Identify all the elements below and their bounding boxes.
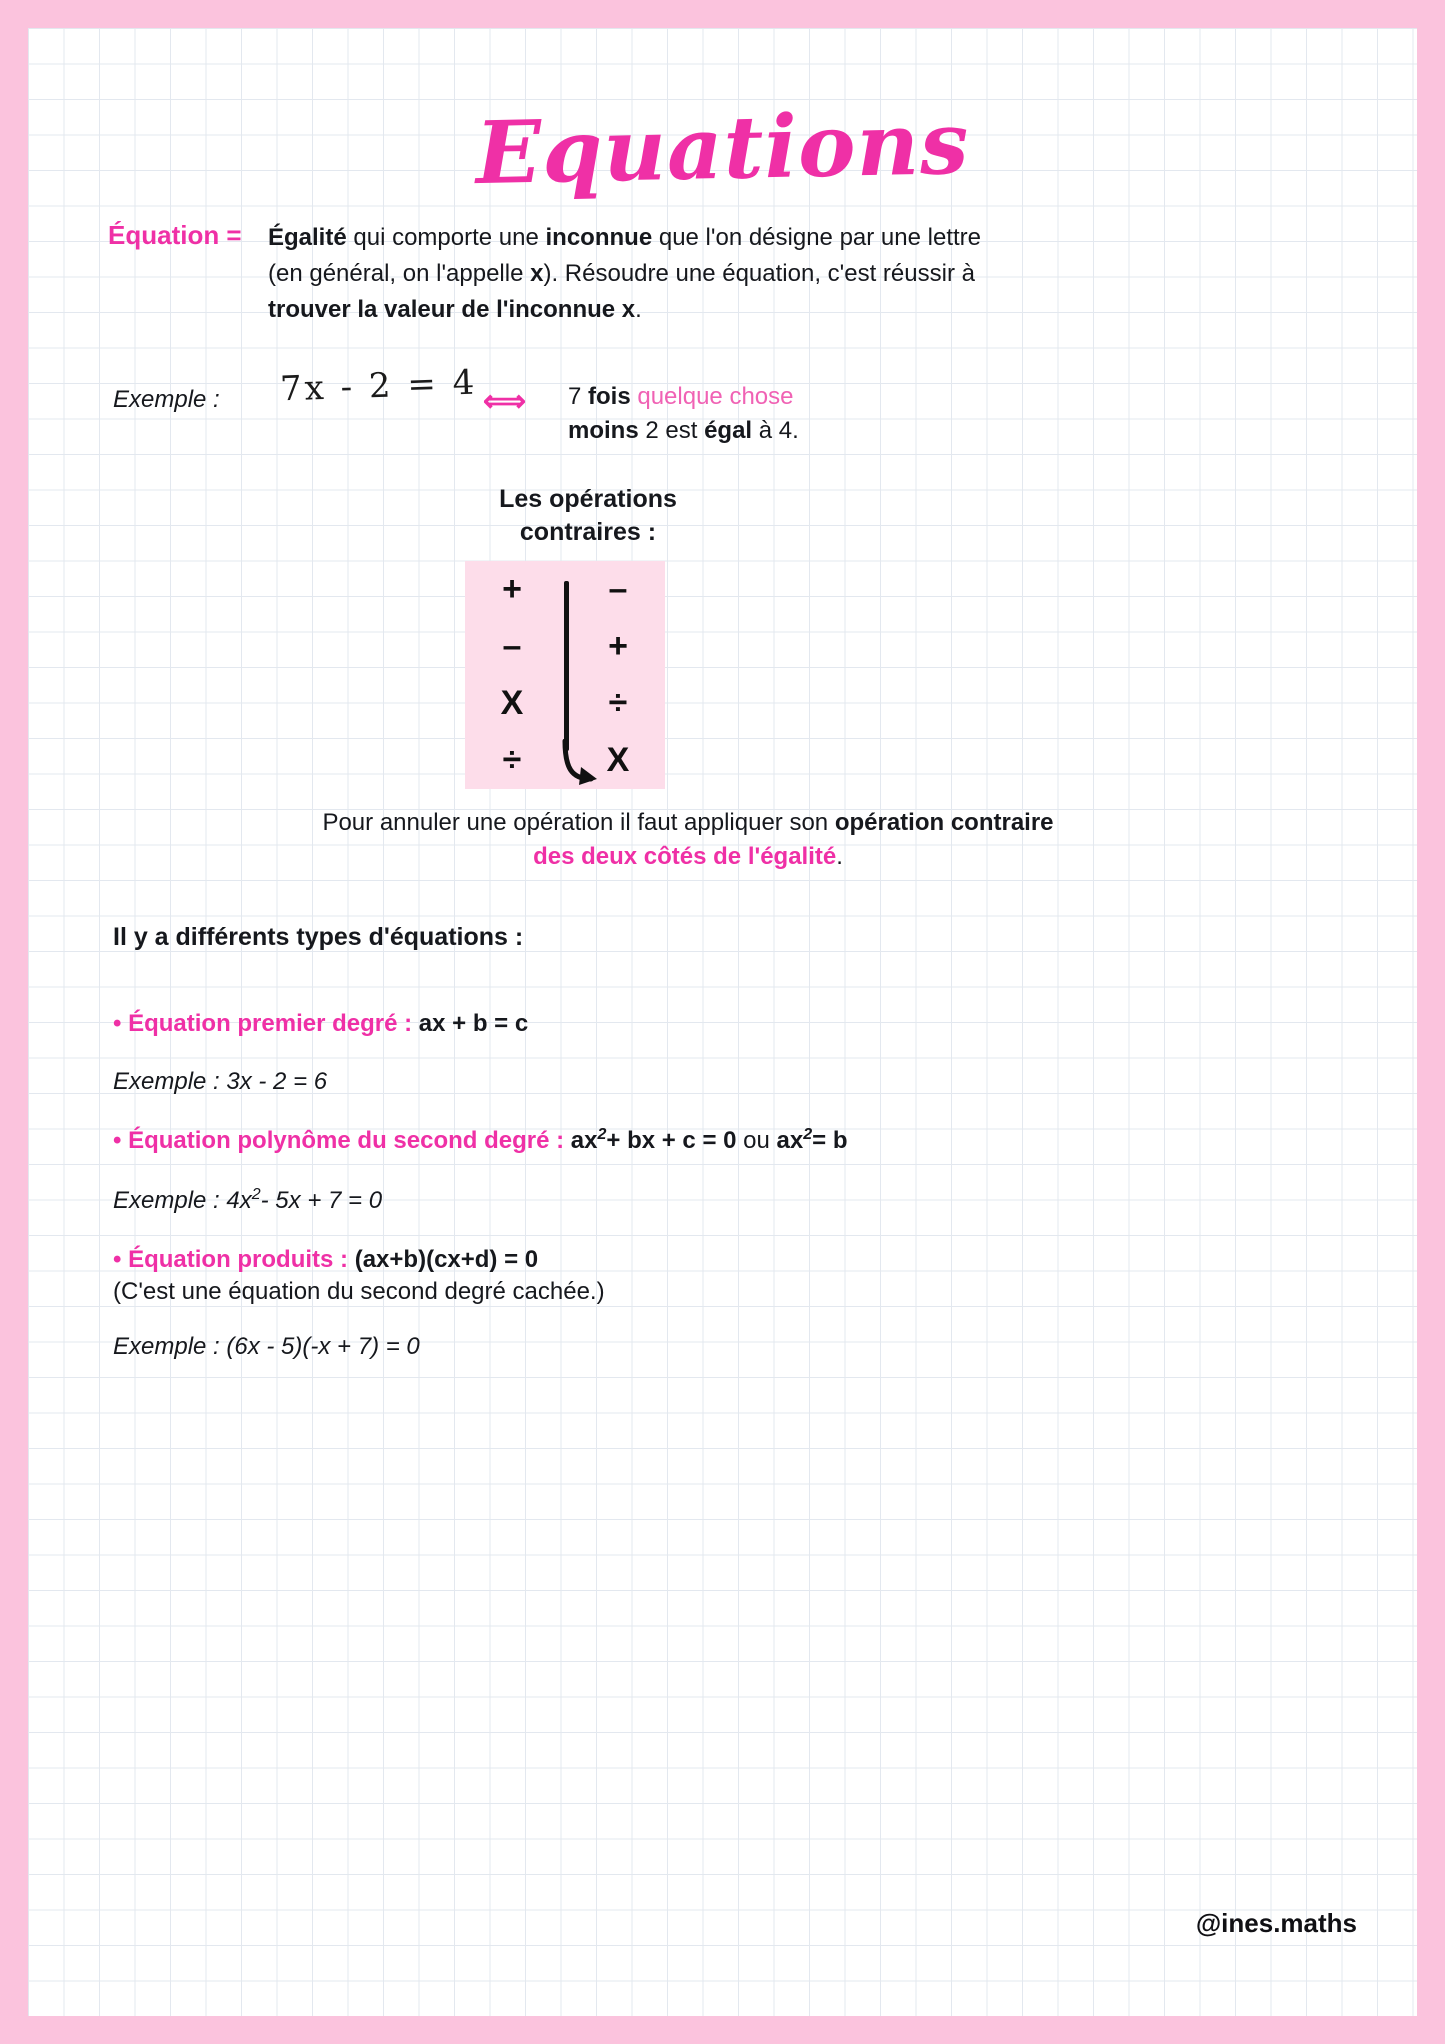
definition-seg-1: qui comporte une	[346, 224, 546, 251]
reading-seg-1: 7	[568, 383, 589, 410]
definition-seg-5: trouver la valeur de l'inconnue x	[268, 296, 636, 323]
operations-title-line1: Les opérations	[499, 485, 677, 513]
definition-seg-4: ). Résoudre une équation, c'est réussir à	[543, 260, 975, 287]
type-item-3	[113, 1246, 538, 1274]
type-item-2	[113, 1126, 847, 1155]
operations-left-column	[469, 561, 555, 789]
ops-note-pink: des deux côtés de l'égalité	[533, 843, 837, 870]
type-2-exponent-2: 2	[803, 1126, 813, 1143]
operations-title	[388, 483, 788, 549]
ops-note-bold: opération contraire	[834, 809, 1054, 836]
operations-title-line2: contraires :	[519, 518, 657, 546]
type-2-ou: ou	[743, 1127, 770, 1154]
type-2-exponent-1: 2	[597, 1126, 607, 1143]
definition-word-inconnue: inconnue	[545, 224, 653, 251]
op-right-2: +	[608, 627, 628, 665]
type-2-example-a: Exemple : 4x	[113, 1187, 252, 1214]
op-right-4: X	[606, 741, 630, 779]
operations-box	[465, 561, 665, 789]
op-left-4: ÷	[502, 741, 522, 779]
types-heading: Il y a différents types d'équations :	[113, 923, 524, 951]
type-3-example: Exemple : (6x - 5)(-x + 7) = 0	[113, 1333, 420, 1360]
handwritten-equation	[279, 363, 478, 410]
type-3-formula: (ax+b)(cx+d) = 0	[348, 1246, 539, 1273]
notebook-page	[28, 28, 1417, 2016]
reading-seg-2: 2 est	[638, 417, 705, 444]
operations-divider	[564, 581, 569, 751]
op-right-3: ÷	[608, 684, 628, 722]
reading-bold-fois: fois	[588, 383, 631, 410]
type-2-formula-c: ax	[769, 1127, 804, 1154]
definition-seg-3: (en général, on l'appelle	[268, 260, 531, 287]
page-title: Equations	[474, 92, 971, 205]
definition-seg-2: que l'on désigne par une lettre	[652, 224, 981, 251]
op-left-3: X	[500, 684, 524, 722]
type-2-example	[113, 1186, 382, 1215]
op-right-1: –	[608, 570, 628, 608]
type-item-1	[113, 1010, 528, 1038]
example-reading	[568, 380, 948, 448]
definition-label: Équation =	[108, 220, 242, 250]
ops-note-end: .	[836, 843, 843, 870]
operations-note	[188, 806, 1188, 874]
reading-seg-3: à 4.	[752, 417, 799, 444]
type-2-example-exponent: 2	[251, 1186, 261, 1203]
author-handle: @ines.maths	[1195, 1908, 1357, 1938]
type-1-example: Exemple : 3x - 2 = 6	[113, 1068, 328, 1095]
type-2-label: • Équation polynôme du second degré :	[113, 1127, 565, 1154]
type-1-formula: ax + b = c	[412, 1010, 529, 1037]
op-left-2: –	[502, 627, 522, 665]
type-2-formula-b: + bx + c = 0	[606, 1127, 744, 1154]
definition-text	[268, 220, 988, 328]
handwritten-equation-text: 7x - 2 = 4	[279, 362, 478, 410]
example-label: Exemple :	[113, 386, 220, 413]
type-2-formula-a: ax	[564, 1127, 598, 1154]
reading-bold-egal: égal	[704, 417, 753, 444]
equivalence-arrow-icon: ⟺	[483, 385, 525, 418]
op-left-1: +	[502, 570, 522, 608]
definition-word-x: x	[530, 260, 544, 287]
page-content	[28, 28, 1417, 2016]
reading-pink-quelque-chose: quelque chose	[630, 383, 794, 410]
operations-right-column	[575, 561, 661, 789]
type-3-note: (C'est une équation du second degré cachée.)	[113, 1278, 605, 1305]
type-1-label: • Équation premier degré :	[113, 1010, 413, 1037]
definition-seg-6: .	[635, 296, 642, 323]
definition-word-egalite: Égalité	[268, 224, 347, 251]
type-3-label: • Équation produits :	[113, 1246, 349, 1273]
type-2-example-b: - 5x + 7 = 0	[260, 1187, 383, 1214]
ops-note-seg-1: Pour annuler une opération il faut appliquer son	[322, 809, 835, 836]
type-2-formula-d: = b	[812, 1127, 848, 1154]
reading-bold-moins: moins	[568, 417, 639, 444]
